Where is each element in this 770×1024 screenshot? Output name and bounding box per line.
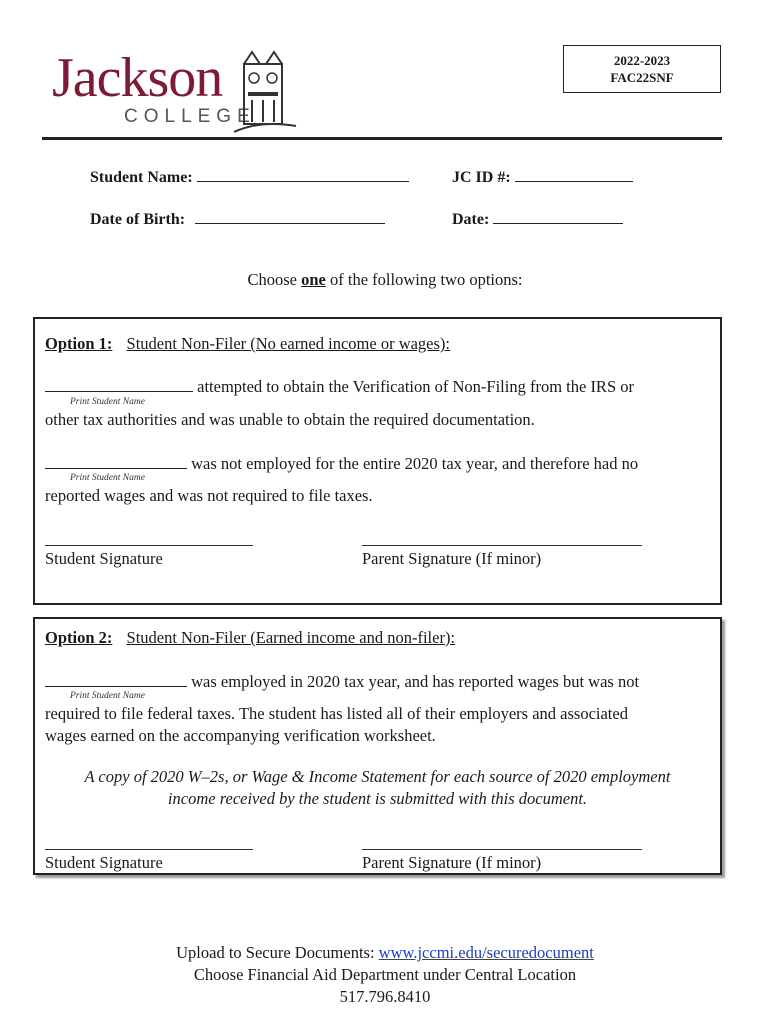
option-1-title: Student Non-Filer (No earned income or wages): [126, 334, 451, 353]
choose-one: one [301, 270, 326, 289]
student-name-field[interactable] [197, 166, 409, 182]
parent-signature-label-2: Parent Signature (If minor) [362, 853, 542, 872]
option-2-p1-line3: wages earned on the accompanying verification worksheet. [45, 726, 436, 745]
option-1-label: Option 1: [45, 334, 113, 353]
choose-pre: Choose [247, 270, 302, 289]
footer-instruction: Choose Financial Aid Department under Central Location [193, 965, 577, 984]
option-1-p2-line2: reported wages and was not required to file taxes. [45, 486, 373, 505]
option-1-name-field-2[interactable] [45, 453, 187, 469]
jc-id-row [452, 166, 633, 187]
secure-document-link[interactable]: www.jccmi.edu/securedocument [378, 943, 594, 962]
form-code-box [563, 45, 721, 93]
footer-upload-label: Upload to Secure Documents: [176, 943, 379, 962]
student-signature-label-2: Student Signature [45, 853, 163, 872]
option-2-note-line1: A copy of 2020 W–2s, or Wage & Income Statement for each source of 2020 employment [84, 767, 671, 786]
parent-signature-line-2[interactable] [362, 849, 642, 850]
print-name-label: Print Student Name [70, 397, 145, 407]
option-1-para-1 [45, 376, 634, 397]
option-1-name-field-1[interactable] [45, 376, 193, 392]
date-row [452, 208, 623, 229]
form-code: FAC22SNF [610, 70, 674, 85]
dob-label: Date of Birth: [90, 211, 186, 228]
option-1-para-2 [45, 453, 638, 474]
dob-row [90, 208, 385, 229]
student-signature-label: Student Signature [45, 549, 163, 568]
date-field[interactable] [493, 208, 623, 224]
option-2-heading [45, 628, 455, 648]
option-2-title: Student Non-Filer (Earned income and non-filer): [126, 628, 456, 647]
option-1-p2-line1: was not employed for the entire 2020 tax year, and therefore had no [191, 454, 639, 473]
logo-wordmark: Jackson [52, 47, 223, 109]
print-name-label: Print Student Name [70, 473, 145, 483]
option-2-p1-line2: required to file federal taxes. The student has listed all of their employers and associated [45, 704, 628, 723]
student-name-row [90, 166, 409, 187]
parent-signature-label: Parent Signature (If minor) [362, 549, 542, 568]
option-2-label: Option 2: [45, 628, 113, 647]
option-2-note-line2: income received by the student is submitted with this document. [167, 789, 588, 808]
form-year: 2022-2023 [613, 53, 671, 68]
print-name-label: Print Student Name [70, 691, 145, 701]
option-2-name-field[interactable] [45, 671, 187, 687]
footer-phone: 517.796.8410 [339, 987, 431, 1006]
parent-signature-line[interactable] [362, 545, 642, 546]
option-2-box [33, 617, 722, 875]
option-2-p1-line1: was employed in 2020 tax year, and has reported wages but was not [191, 672, 640, 691]
option-1-heading [45, 334, 450, 354]
option-2-para-1 [45, 671, 639, 692]
option-1-p1-line2: other tax authorities and was unable to obtain the required documentation. [45, 410, 535, 429]
option-1-p1-line1: attempted to obtain the Verification of Non-Filing from the IRS or [197, 377, 634, 396]
jc-id-label: JC ID #: [452, 169, 511, 186]
date-label: Date: [452, 211, 490, 228]
student-signature-line-2[interactable] [45, 849, 253, 850]
dob-field[interactable] [195, 208, 385, 224]
jc-id-field[interactable] [515, 166, 633, 182]
header-divider [42, 137, 722, 140]
choose-instruction [0, 270, 770, 290]
choose-post: of the following two options: [325, 270, 523, 289]
footer-upload [0, 943, 770, 963]
student-signature-line[interactable] [45, 545, 253, 546]
tower-logo-icon [230, 50, 300, 138]
logo-subtitle: COLLEGE [124, 106, 256, 127]
student-name-label: Student Name: [90, 169, 193, 186]
